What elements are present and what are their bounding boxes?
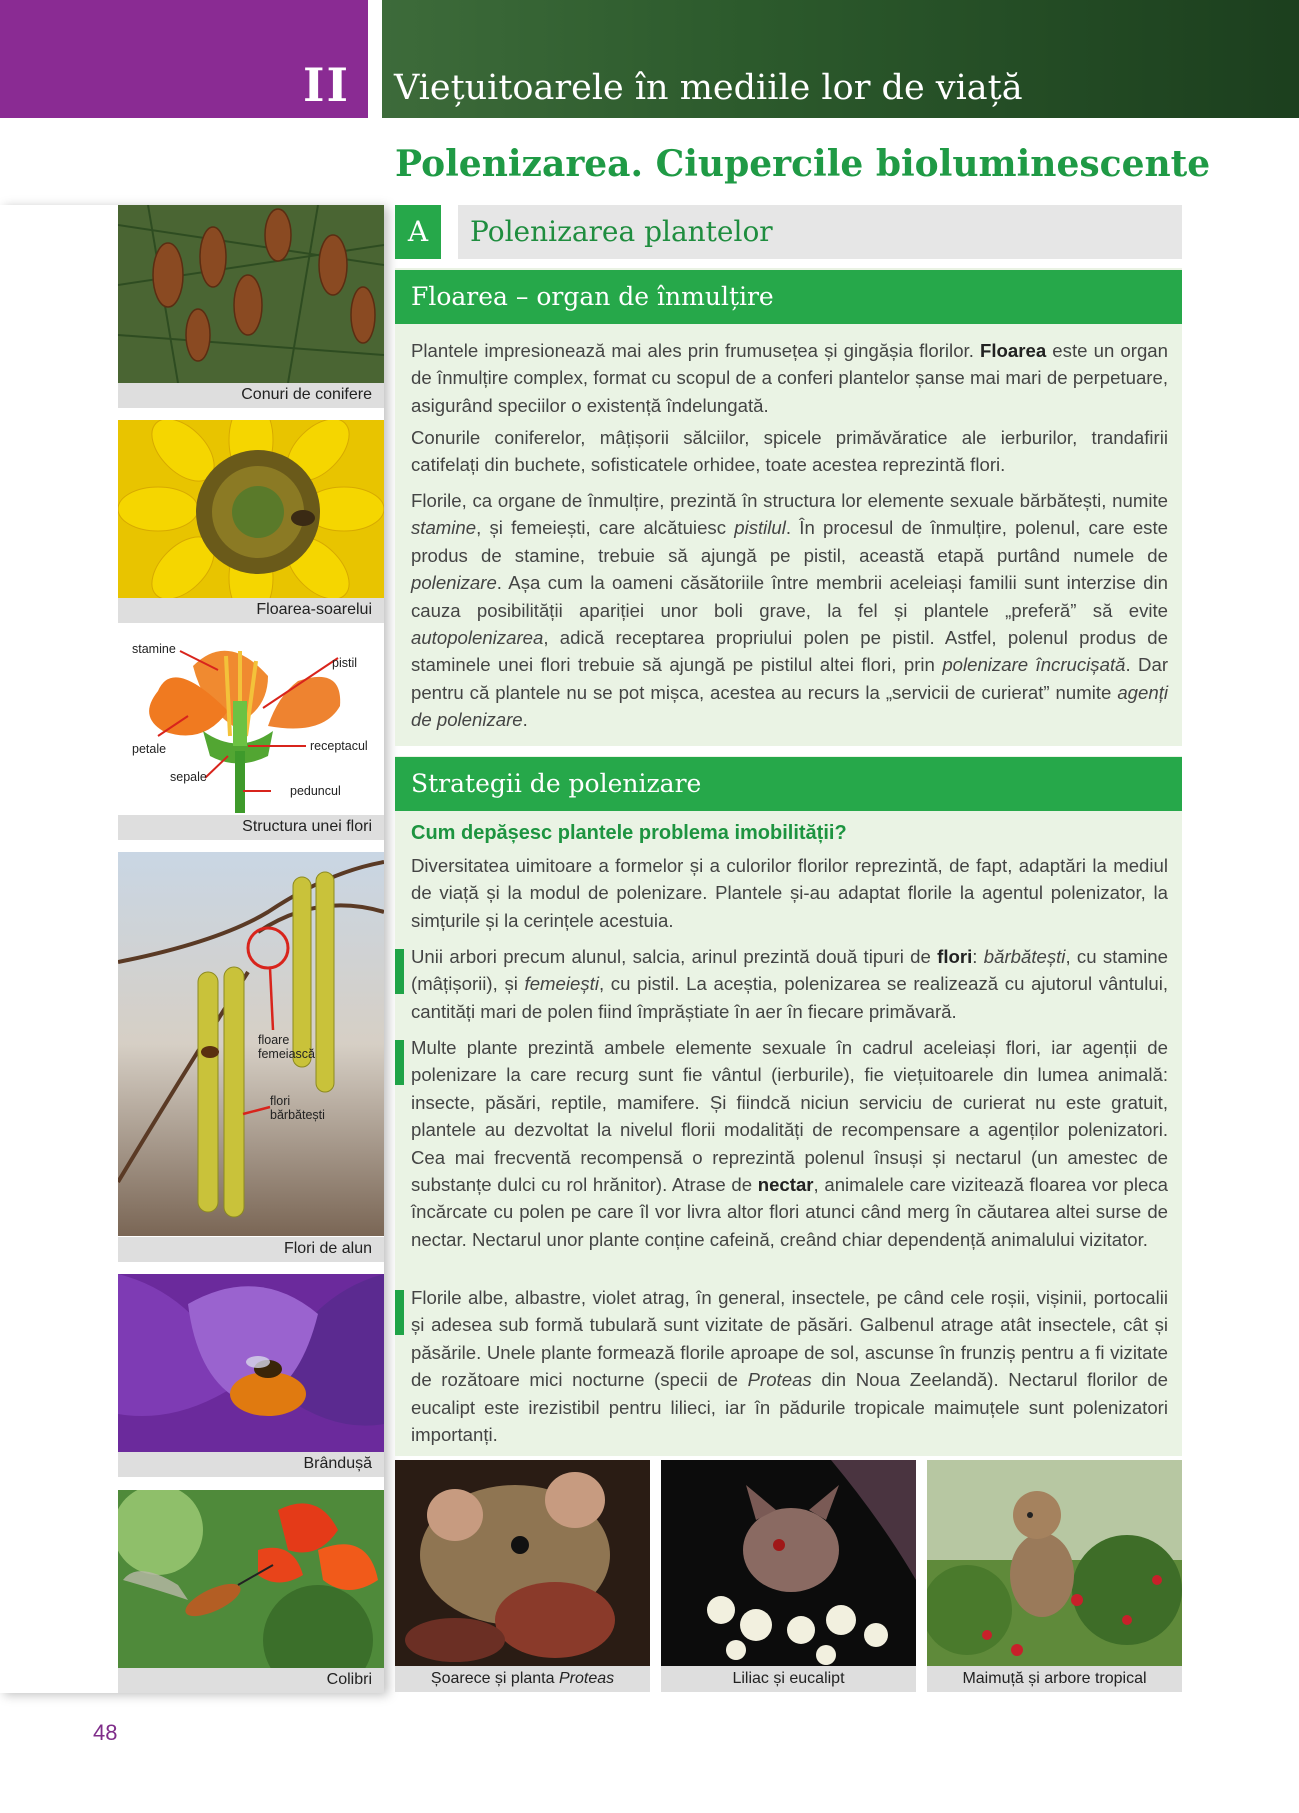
- block1-paragraph-3: Florile, ca organe de înmulțire, prezintă în structura lor elemente sexuale bărbătești, numite stamine, și femeiești, care alcătuiesc pistilul. În procesul de înmulțire, polenul, care este produs de stamine, trebuie să ajungă pe pistil, această etapă purtând numele de polenizare. Așa cum la oameni căsătoriile între membrii aceleiași familii sunt interzise din cauza posibilității apariției unor boli grave, la fel și plantele „preferă” să evite autopolenizarea, adică receptarea propriului polen pe pistil. Astfel, polenul produs de staminele unei flori trebuie să ajungă pe pistilul altei flori, prin polenizare încrucișată. Dar pentru că plantele nu se pot mișca, acestea au recurs la „servicii de curierat” numite agenți de polenizare.: [411, 490, 1169, 731]
- label-peduncul: peduncul: [290, 784, 341, 798]
- block2-paragraph-3: Multe plante prezintă ambele elemente sexuale în cadrul aceleiași flori, iar agenții de polenizare la care recurg sunt fie vântul (ierburile), fie viețuitoarele din lumea animală: insecte, păsări, reptile, mamifere. Și fiindcă niciun serviciu de curierat nu este gratuit, plantele au dezvoltat la nivelul florii modalități de recompensare a agenților polenizatori. Cea mai frecventă recompensă o reprezintă polenul însuși și nectarul (un amestec de substanțe dulci cu rol hrănitor). Atrase de nectar, animalele care vizitează floarea vor pleca încărcate cu polen pe care îl vor livra altor flori atunci când merg în căutarea altei surse de nectar. Nectarul unor plante conține cafeină, creând chiar dependență animalului vizitator.: [411, 1037, 1168, 1250]
- hazel-photo: [118, 852, 384, 1236]
- section-letter: A: [395, 205, 441, 259]
- chapter-number-box: [0, 0, 368, 118]
- bat-photo: [661, 1460, 916, 1666]
- label-stamine: stamine: [132, 642, 176, 656]
- caption-flower-structure: Structura unei flori: [118, 815, 384, 840]
- block2-paragraph-2: Unii arbori precum alunul, salcia, arinul prezintă două tipuri de flori: bărbătești, cu stamine (mâțișorii), și femeiești, cu pistil. La aceștia, polenizarea se realizează cu ajutorul vântului, cantități mari de polen fiind împrăștiate în aer în fiecare primăvară.: [411, 946, 1168, 1022]
- paragraph-marker: [395, 1040, 404, 1085]
- label-petale: petale: [132, 742, 167, 756]
- block1-paragraph-1: Plantele impresionează mai ales prin frumusețea și gingășia florilor. Floarea este un organ de înmulțire complex, format cu scopul de a conferi plantelor șanse mai mari de perpetuare, asigurând speciilor o existență îndelungată.: [411, 340, 1168, 416]
- lesson-title: Polenizarea. Ciupercile bioluminescente: [395, 143, 1211, 185]
- hummingbird-photo: [118, 1490, 384, 1668]
- paragraph-marker: [395, 1290, 404, 1335]
- label-pistil: pistil: [332, 656, 358, 670]
- caption-hummingbird: Colibri: [118, 1668, 384, 1693]
- chapter-number: II: [302, 58, 350, 112]
- chapter-title-banner: [382, 0, 1299, 118]
- block2-paragraph-4: Florile albe, albastre, violet atrag, în general, insectele, pe când cele roșii, vișinii, portocalii și adesea sub formă tubulară sunt vizitate de păsări. Galbenul atrage atât insectele, cât și păsările. Unele plante formează florile aproape de sol, ascunse în frunziș pentru a fi vizitate de rozătoare mici nocturne (specii de Proteas din Noua Zeelandă). Nectarul florilor de eucalipt este irezistibil pentru lilieci, iar în pădurile tropicale maimuțele sunt polenizatori importanți.: [411, 1287, 1168, 1446]
- caption-hazel: Flori de alun: [118, 1237, 384, 1262]
- section-title: Polenizarea plantelor: [458, 205, 1182, 259]
- label-receptacul: receptacul: [310, 739, 368, 753]
- label-female-flower-1: floare: [258, 1033, 290, 1047]
- monkey-photo: [927, 1460, 1182, 1666]
- caption-conifer: Conuri de conifere: [118, 383, 384, 408]
- label-male-flowers-2: bărbătești: [270, 1108, 325, 1122]
- block1-paragraph-2: Conurile coniferelor, mâțișorii sălciilor, spicele primăvăratice ale ierburilor, trandafirii catifelați din buchete, sofisticatele orhidee, toate acestea reprezintă flori.: [411, 427, 1168, 476]
- page-number: 48: [93, 1720, 118, 1745]
- conifer-photo: [118, 205, 384, 383]
- block2-paragraph-1: Diversitatea uimitoare a formelor și a culorilor florilor reprezintă, de fapt, adaptări la mediul de viață și la modul de polenizare. Plantele și-au adaptat florile la agentul polenizator, la simțurile și la cerințele acestuia.: [411, 855, 1168, 931]
- caption-crocus: Brândușă: [118, 1452, 384, 1477]
- mouse-photo: [395, 1460, 650, 1666]
- label-female-flower-2: femeiască: [258, 1047, 315, 1061]
- paragraph-marker: [395, 949, 404, 994]
- label-male-flowers-1: flori: [270, 1094, 291, 1108]
- block1-heading: Floarea – organ de înmulțire: [395, 270, 1182, 324]
- crocus-photo: [118, 1274, 384, 1452]
- caption-monkey: Maimuță și arbore tropical: [927, 1666, 1182, 1692]
- caption-sunflower: Floarea-soarelui: [118, 598, 384, 623]
- block2-heading: Strategii de polenizare: [395, 757, 1182, 811]
- sunflower-photo: [118, 420, 384, 598]
- caption-mouse: Șoarece și planta Proteas: [395, 1666, 650, 1692]
- block2-question: Cum depășesc plantele problema imobilității?: [411, 822, 847, 844]
- caption-bat: Liliac și eucalipt: [661, 1666, 916, 1692]
- flower-structure-diagram: [118, 636, 384, 816]
- label-sepale: sepale: [170, 770, 207, 784]
- chapter-title: Viețuitoarele în mediile lor de viață: [394, 68, 1023, 108]
